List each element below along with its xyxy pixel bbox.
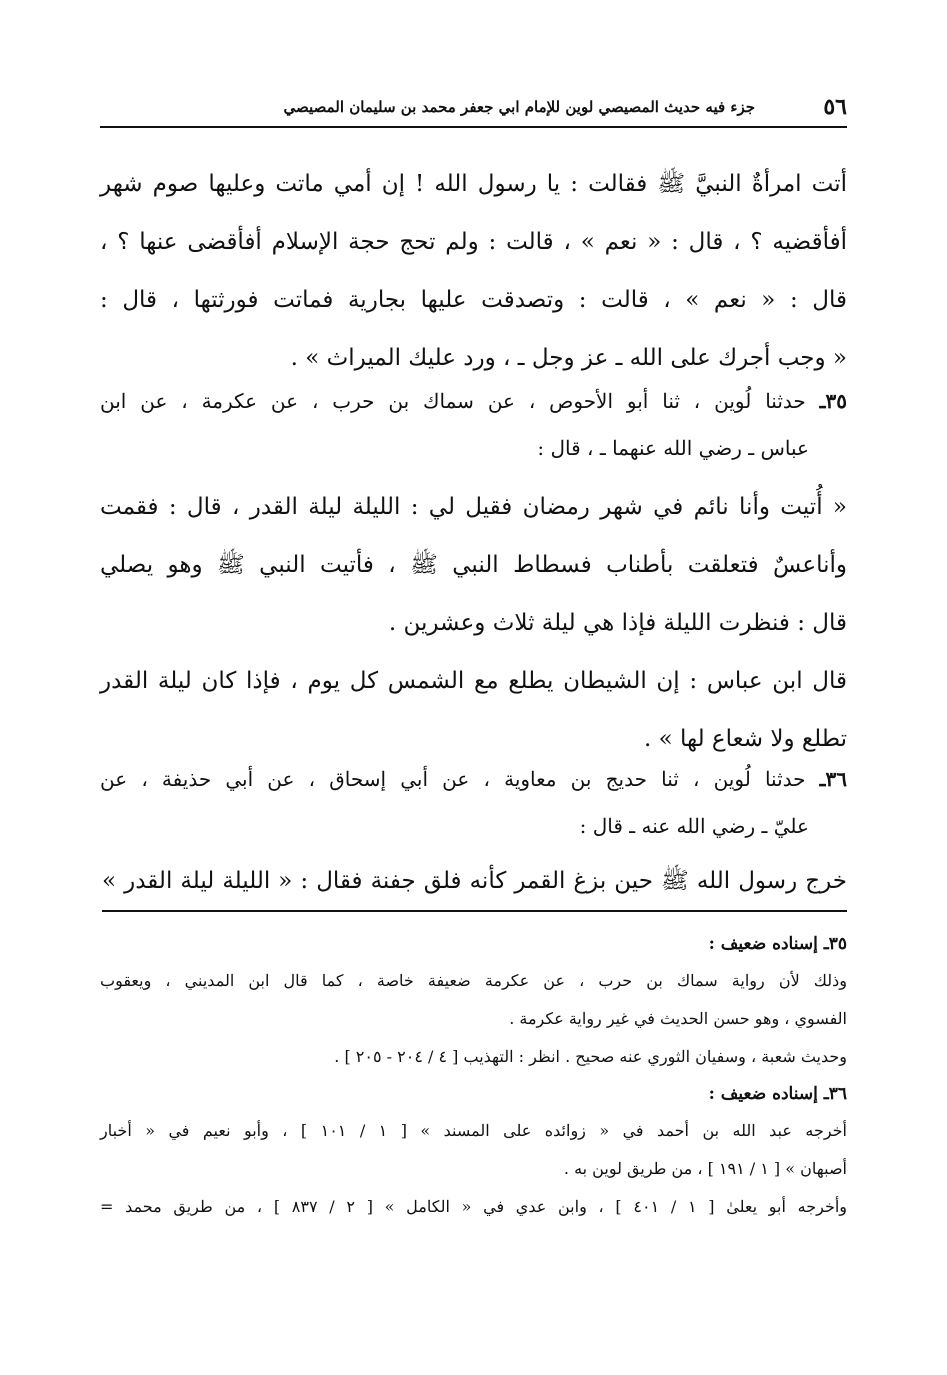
text-line: عليّ ـ رضي الله عنه ـ قال : [579,814,809,838]
text-line: أتت امرأةٌ النبيَّ ﷺ فقالت : يا رسول الله ! إن أمي ماتت وعليها صوم شهر [100,171,847,197]
footnote-heading: ٣٦ـ إسناده ضعيف : [708,1084,847,1104]
footnote-line: وأخرجه أبو يعلىٰ [ ١ / ٤٠١ ] ، وابن عدي في « الكامل » [ ٢ / ٨٣٧ ] ، من طريق محمد = [100,1197,848,1216]
paragraph-2 [100,478,847,768]
paragraph-1 [100,155,847,387]
text-line: أفأقضيه ؟ ، قال : « نعم » ، قالت : ولم تحج حجة الإسلام أفأقضى عنها ؟ ، [100,229,847,255]
text-line: ٣٦ـ حدثنا لُوين ، ثنا حديج بن معاوية ، عن أبي إسحاق ، عن أبي حذيفة ، عن [100,767,848,791]
text-line: تطلع ولا شعاع لها » . [643,726,847,752]
text-line: قال ابن عباس : إن الشيطان يطلع مع الشمس كل يوم ، فإذا كان ليلة القدر [100,668,847,694]
text-line: ٣٥ـ حدثنا لُوين ، ثنا أبو الأحوص ، عن سماك بن حرب ، عن عكرمة ، عن ابن [100,389,847,413]
text-line: قال : فنظرت الليلة فإذا هي ليلة ثلاث وعشرين . [388,610,847,636]
footnote-line: وحديث شعبة ، وسفيان الثوري عنه صحيح . انظر : التهذيب [ ٤ / ٢٠٤ - ٢٠٥ ] . [334,1047,847,1066]
text-line: « وجب أجرك على الله ـ عز وجل ـ ، ورد عليك الميراث » . [290,345,847,371]
text-line: عباس ـ رضي الله عنهما ـ ، قال : [537,436,809,460]
text-line: وأناعسٌ فتعلقت بأطناب فسطاط النبي ﷺ ، فأتيت النبي ﷺ وهو يصلي [100,552,847,578]
footnote-heading: ٣٥ـ إسناده ضعيف : [708,934,847,954]
footnotes [100,926,847,1226]
hadith-number: ٣٦ـ [819,767,848,791]
header-title: جزء فيه حديث المصيصي لوين للإمام ابي جعفر محمد بن سليمان المصيصي [283,98,755,116]
text-line: قال : « نعم » ، قالت : وتصدقت عليها بجارية فماتت فورثتها ، قال : [100,287,847,313]
text-line: خرج رسول الله ﷺ حين بزغ القمر كأنه فلق جفنة فقال : « الليلة ليلة القدر » [102,852,847,912]
footnote-line: أصبهان » [ ١ / ١٩١ ] ، من طريق لوين به . [563,1159,847,1178]
paragraph-3 [100,852,847,912]
text-line: « أُتيت وأنا نائم في شهر رمضان فقيل لي : الليلة ليلة القدر ، قال : فقمت [100,494,847,520]
hadith-35-isnad [100,378,847,472]
footnote-line: وذلك لأن رواية سماك بن حرب ، عن عكرمة ضعيفة خاصة ، كما قال ابن المديني ، ويعقوب [100,971,848,990]
footnote-line: الفسوي ، وهو حسن الحديث في غير رواية عكرمة . [509,1009,847,1028]
page-number: ٥٦ [823,94,847,120]
running-header [100,92,847,128]
hadith-number: ٣٥ـ [819,389,847,413]
footnote-line: أخرجه عبد الله بن أحمد في « زوائده على المسند » [ ١ / ١٠١ ] ، وأبو نعيم في « أخبار [100,1121,848,1140]
hadith-36-isnad [100,756,847,850]
